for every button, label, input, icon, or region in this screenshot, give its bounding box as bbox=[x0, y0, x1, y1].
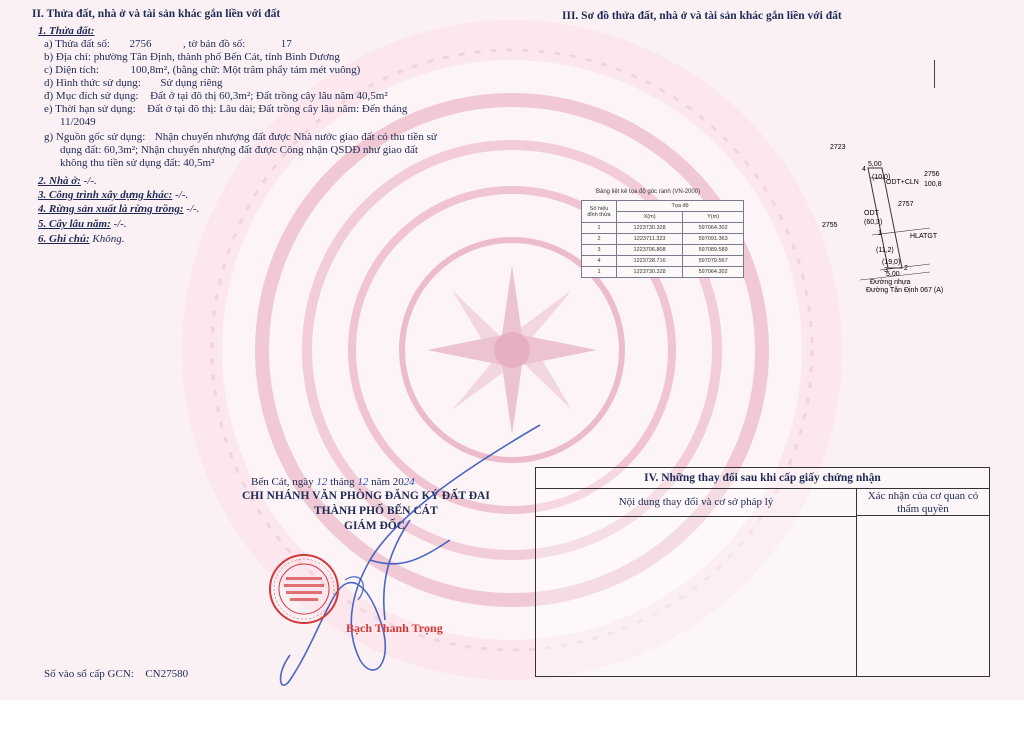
coord-y: 597089.589 bbox=[683, 245, 744, 256]
table-row bbox=[582, 245, 744, 256]
date-month: 12 bbox=[357, 476, 369, 488]
coord-x: 1223711.323 bbox=[617, 234, 683, 245]
office-line-2: THÀNH PHỐ BẾN CÁT bbox=[314, 505, 438, 517]
date-day: 12 bbox=[316, 476, 328, 488]
plan-parcel-main: 2756 bbox=[924, 171, 940, 178]
plan-point-4: 4 bbox=[862, 166, 866, 173]
table-row bbox=[582, 234, 744, 245]
plan-parcel-left: 2755 bbox=[822, 222, 838, 229]
use-term-value: Đất ở tại đô thị: Lâu dài; Đất trồng cây lâu năm: Đến tháng bbox=[147, 103, 408, 115]
item-forest-value: -/-. bbox=[183, 203, 200, 215]
item-note-label: 6. Ghi chú: bbox=[38, 233, 90, 245]
coord-header-group: Tọa độ bbox=[617, 201, 744, 212]
plan-point-3: 3 bbox=[884, 267, 888, 274]
date-year-label: năm 20 bbox=[371, 476, 404, 488]
bottom-margin bbox=[0, 700, 1024, 742]
date-month-label: tháng bbox=[330, 476, 355, 488]
use-form-value: Sử dụng riêng bbox=[160, 77, 223, 89]
place-date-prefix: Bến Cát, ngày bbox=[251, 476, 314, 488]
item-note-value: Không. bbox=[89, 233, 125, 245]
origin-label: g) Nguồn gốc sử dụng: bbox=[44, 131, 146, 143]
margin-tick bbox=[934, 60, 935, 88]
register-row bbox=[44, 668, 188, 681]
plan-dim-top2: (10,0) bbox=[872, 174, 891, 181]
office-line-1: CHI NHÁNH VĂN PHÒNG ĐĂNG KÝ ĐẤT ĐAI bbox=[242, 490, 490, 502]
section-4-title: IV. Những thay đổi sau khi cấp giấy chứng nhận bbox=[536, 468, 989, 489]
origin-line-1: Nhận chuyển nhượng đất được Nhà nước giao đất có thu tiền sử bbox=[154, 131, 437, 143]
item-house-label: 2. Nhà ở: bbox=[38, 175, 81, 187]
coord-point: 3 bbox=[582, 245, 617, 256]
plan-dim-mid2: (11,2) bbox=[876, 247, 894, 254]
plan-parcel-top: 2723 bbox=[830, 144, 846, 151]
item-construction-label: 3. Công trình xây dựng khác: bbox=[38, 189, 173, 201]
changes-col-content: Nội dung thay đổi và cơ sở pháp lý bbox=[536, 488, 857, 517]
signer-name: Bạch Thanh Trọng bbox=[346, 621, 443, 635]
item-note bbox=[38, 233, 125, 246]
item-perennial-value: -/-. bbox=[110, 218, 127, 230]
coord-y: 597079.567 bbox=[683, 256, 744, 267]
parcel-number-label: a) Thửa đất số: bbox=[44, 38, 110, 50]
plan-point-1: 1 bbox=[878, 230, 882, 237]
origin-line-3: không thu tiền sử dụng đất: 40,5m² bbox=[60, 157, 215, 169]
section-2-title: II. Thửa đất, nhà ở và tài sản khác gắn liền với đất bbox=[32, 8, 281, 20]
coord-point: 1 bbox=[582, 223, 617, 234]
register-value: CN27580 bbox=[145, 668, 189, 680]
plan-road: Đường Tân Định 067 (A) bbox=[866, 287, 944, 294]
section-3-title: III. Sơ đồ thửa đất, nhà ở và tài sản khác gắn liền với đất bbox=[562, 10, 842, 22]
parcel-number-value: 2756 bbox=[129, 38, 152, 50]
coord-x: 1223706.808 bbox=[617, 245, 683, 256]
plan-road2: Đường nhựa bbox=[870, 279, 911, 286]
origin-line-2: dụng đất: 60,3m²; Nhận chuyển nhượng đất được Công nhận QSDĐ như giao đất bbox=[60, 144, 418, 156]
item-construction bbox=[38, 189, 188, 202]
coord-header-y: Y(m) bbox=[683, 212, 744, 223]
item-forest-label: 4. Rừng sản xuất là rừng trồng: bbox=[38, 203, 184, 215]
use-term-label: e) Thời hạn sử dụng: bbox=[44, 103, 136, 115]
register-label: Số vào sổ cấp GCN: bbox=[44, 668, 134, 680]
plan-dim-mid: (60,3) bbox=[864, 219, 883, 226]
use-form-label: d) Hình thức sử dụng: bbox=[44, 77, 141, 89]
item-house bbox=[38, 175, 97, 188]
plan-parcel-right: 2757 bbox=[898, 201, 914, 208]
origin-row bbox=[44, 131, 437, 144]
official-seal-stamp bbox=[268, 553, 340, 625]
use-term-row bbox=[44, 103, 407, 116]
coord-y: 597064.302 bbox=[683, 223, 744, 234]
coord-y: 597064.302 bbox=[683, 267, 744, 278]
changes-column-divider bbox=[856, 516, 857, 676]
item-house-value: -/-. bbox=[80, 175, 97, 187]
use-purpose-row bbox=[44, 90, 388, 103]
map-sheet-label: , tờ bản đồ số: bbox=[182, 38, 246, 50]
coordinate-table bbox=[581, 200, 744, 278]
use-purpose-value: Đất ở tại đô thị 60,3m²; Đất trồng cây lâu năm 40,5m² bbox=[150, 90, 388, 102]
coord-y: 597091.363 bbox=[683, 234, 744, 245]
coord-x: 1223730.328 bbox=[617, 267, 683, 278]
item-perennial bbox=[38, 218, 127, 231]
coord-x: 1223728.716 bbox=[617, 256, 683, 267]
address-row: b) Địa chỉ: phường Tân Định, thành phố Bến Cát, tỉnh Bình Dương bbox=[44, 51, 340, 63]
coord-header-point: Số hiệu đỉnh thửa bbox=[582, 201, 617, 223]
map-sheet-value: 17 bbox=[280, 38, 292, 50]
coord-header-x: X(m) bbox=[617, 212, 683, 223]
area-row bbox=[44, 64, 360, 77]
plan-odt-cln: ODT+CLN bbox=[886, 179, 919, 186]
parcel-plan-diagram bbox=[820, 140, 950, 300]
coord-point: 1 bbox=[582, 267, 617, 278]
parcel-number-row bbox=[44, 38, 292, 51]
use-form-row bbox=[44, 77, 223, 90]
item-construction-value: -/-. bbox=[172, 189, 189, 201]
plan-area: 100,8 bbox=[924, 181, 942, 188]
item-perennial-label: 5. Cây lâu năm: bbox=[38, 218, 111, 230]
coord-x: 1223730.328 bbox=[617, 223, 683, 234]
land-heading: 1. Thửa đất: bbox=[38, 25, 95, 37]
area-label: c) Diện tích: bbox=[44, 64, 99, 76]
coordinate-table-caption: Bảng liệt kê tọa độ góc ranh (VN-2000) bbox=[596, 189, 701, 195]
director-title: GIÁM ĐỐC bbox=[344, 520, 406, 532]
date-year-suffix: 24 bbox=[403, 476, 415, 488]
plan-dim-bottom2: 5,00 bbox=[886, 271, 900, 278]
plan-dim-bottom: (19,0) bbox=[882, 259, 901, 266]
plan-point-2: 2 bbox=[904, 265, 908, 272]
item-forest bbox=[38, 203, 199, 216]
use-purpose-label: đ) Mục đích sử dụng: bbox=[44, 90, 139, 102]
plan-dim-top: 5,00 bbox=[868, 161, 882, 168]
table-row bbox=[582, 223, 744, 234]
changes-col-confirmation: Xác nhận của cơ quan có thẩm quyền bbox=[857, 488, 989, 516]
table-row bbox=[582, 256, 744, 267]
coord-point: 2 bbox=[582, 234, 617, 245]
plan-odt: ODT bbox=[864, 210, 879, 217]
coord-point: 4 bbox=[582, 256, 617, 267]
area-value: 100,8m², (bằng chữ: Một trăm phẩy tám mét vuông) bbox=[130, 64, 361, 76]
plan-hlatgt: HLATGT bbox=[910, 233, 938, 240]
changes-table bbox=[535, 467, 990, 677]
use-term-value-cont: 11/2049 bbox=[60, 116, 96, 128]
table-row bbox=[582, 267, 744, 278]
